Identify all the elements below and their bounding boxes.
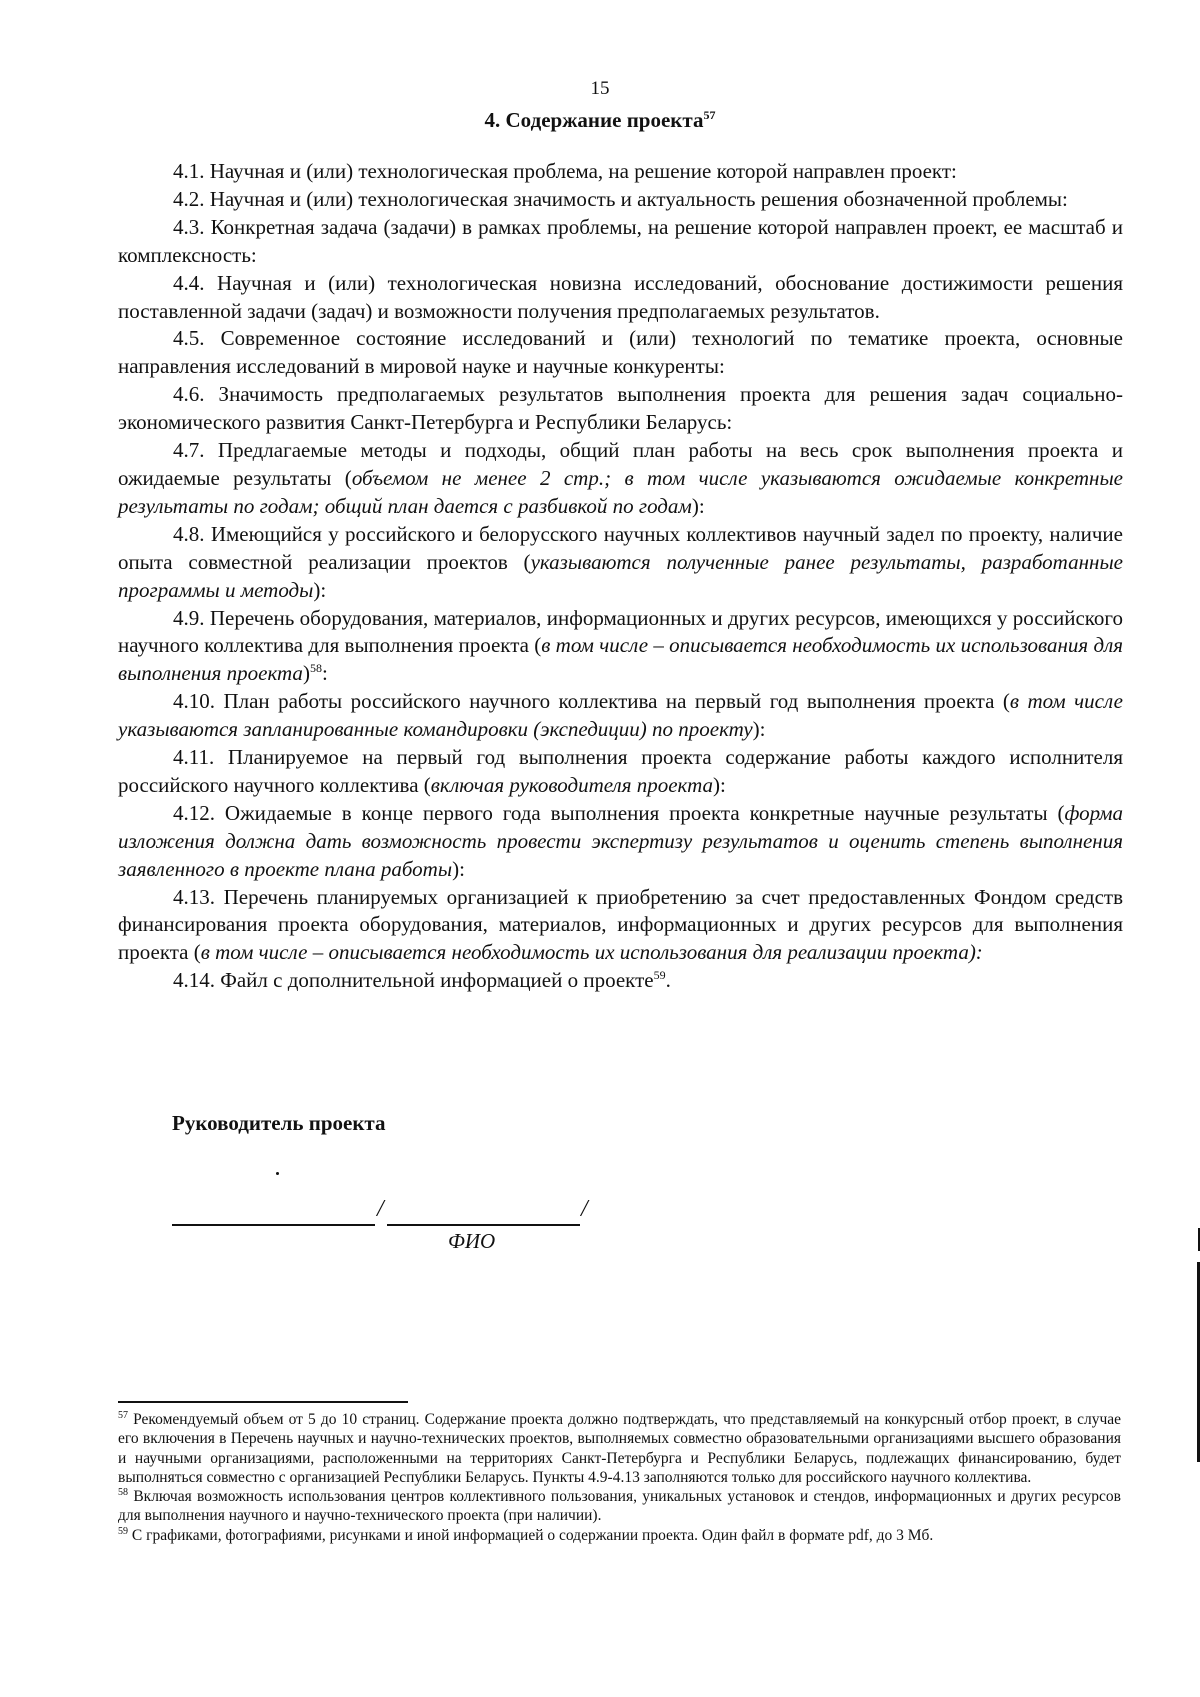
item-after: ):: [752, 717, 766, 742]
item-after: ):: [452, 856, 465, 881]
item-note: объемом не менее 2 стр.; в том числе указываются ожидаемые конкретные результаты по годам; общий план дается с разбивкой по годам: [118, 465, 1124, 518]
item-text: 4.2. Научная и (или) технологическая значимость и актуальность решения обозначенной проблемы:: [173, 186, 1068, 211]
item-4-14: [118, 967, 1123, 995]
item-4-5: [118, 325, 1123, 381]
section-title-text: 4. Содержание проекта: [484, 108, 704, 132]
fio-separator: /: [581, 1196, 588, 1222]
item-text: 4.9. Перечень оборудования, материалов, информационных и других ресурсов, имеющихся у российского научного коллектива для выполнения проекта (: [118, 605, 1123, 658]
item-tail: .: [665, 968, 671, 993]
item-4-9: [118, 605, 1123, 689]
item-4-7: [118, 437, 1123, 521]
item-text: 4.11. Планируемое на первый год выполнения проекта содержание работы каждого исполнителя российского научного коллектива (: [118, 745, 1123, 797]
item-after: ):: [313, 577, 327, 602]
item-text: 4.8. Имеющийся у российского и белорусского научных коллективов научный задел по проекту, наличие опыта совместной реализации проектов (: [118, 521, 1123, 574]
section-title: [0, 108, 1200, 133]
item-text: 4.4. Научная и (или) технологическая новизна исследований, обоснование достижимости решения поставленной задачи (задач) и возможности получения предполагаемых результатов.: [118, 270, 1123, 323]
item-4-8: [118, 521, 1123, 605]
item-after: ):: [691, 493, 705, 518]
footnote-text: Рекомендуемый объем от 5 до 10 страниц. Содержание проекта должно подтверждать, что представляемый на конкурсный отбор проект, в случае его включения в Перечень научных и научно-технических проектов, выполняемых совместно образовательными организациями высшего образования и научными организациями, расположенными на территориях Санкт-Петербурга и Республики Беларусь, подлежащих финансированию, будет выполняться совместно с организацией Республики Беларусь. Пункты 4.9-4.13 заполняются только для российского научного коллектива.: [118, 1411, 1122, 1486]
item-4-2: [118, 186, 1123, 214]
footnote-ref: 58: [309, 661, 322, 676]
footnote-59: [118, 1526, 1121, 1545]
item-4-12: [118, 800, 1123, 884]
item-text: 4.1. Научная и (или) технологическая проблема, на решение которой направлен проект:: [173, 159, 957, 183]
footnote-number: 59: [118, 1525, 128, 1537]
footnote-58: [118, 1487, 1121, 1526]
item-tail: :: [321, 661, 328, 686]
footnotes: [118, 1410, 1121, 1545]
item-4-3: [118, 214, 1123, 270]
item-text: 4.3. Конкретная задача (задачи) в рамках проблемы, на решение которой направлен проект, ее масштаб и комплексность:: [118, 214, 1123, 267]
signature-separator: /: [377, 1196, 384, 1222]
stray-dot: [276, 1172, 279, 1175]
item-note: указываются полученные ранее результаты, разработанные программы и методы: [118, 549, 1123, 602]
item-4-10: [118, 688, 1123, 744]
item-4-4: [118, 270, 1123, 326]
item-4-13: [118, 884, 1123, 968]
item-after: ):: [713, 772, 726, 797]
item-4-6: [118, 381, 1123, 437]
item-note: в том числе указываются запланированные командировки (экспедиции) по проекту: [118, 689, 1123, 742]
item-4-1: [118, 158, 1123, 186]
footnote-number: 58: [118, 1487, 128, 1499]
item-text: 4.13. Перечень планируемых организацией к приобретению за счет предоставленных Фондом средств финансирования проекта оборудования, материалов, информационных и других ресурсов для выполнения проекта (: [118, 884, 1123, 965]
item-text: 4.7. Предлагаемые методы и подходы, общий план работы на весь срок выполнения проекта и ожидаемые результаты (: [118, 438, 1123, 490]
footnote-57: [118, 1410, 1121, 1487]
footnote-ref: 59: [653, 968, 666, 983]
page-number: 15: [590, 78, 610, 99]
fio-label: ФИО: [448, 1229, 496, 1253]
footnote-text: Включая возможность использования центров коллективного пользования, уникальных установок и стендов, информационных и других ресурсов для выполнения научного и научно-технического проекта (при наличии).: [118, 1488, 1122, 1525]
item-note: форма изложения должна дать возможность провести экспертизу результатов и оценить степень выполнения заявленного в проекте плана работы: [118, 800, 1123, 881]
footnote-divider: [118, 1401, 408, 1403]
item-after: ): [302, 661, 310, 686]
item-note: включая руководителя проекта: [430, 772, 714, 797]
item-note: в том числе – описывается необходимость их использования для выполнения проекта: [118, 633, 1123, 686]
footnote-number: 57: [118, 1409, 128, 1421]
item-text: 4.14. Файл с дополнительной информацией о проекте: [173, 968, 654, 993]
item-text: 4.6. Значимость предполагаемых результатов выполнения проекта для решения задач социально-экономического развития Санкт-Петербурга и Республики Беларусь:: [118, 382, 1123, 435]
signature-title: Руководитель проекта: [172, 1111, 386, 1135]
fio-line: [387, 1224, 580, 1226]
item-text: 4.10. План работы российского научного коллектива на первый год выполнения проекта (: [173, 689, 1010, 714]
item-4-11: [118, 744, 1123, 800]
footnote-text: С графиками, фотографиями, рисунками и иной информацией о содержании проекта. Один файл в формате pdf, до 3 Мб.: [131, 1526, 934, 1544]
signature-line: [172, 1224, 375, 1226]
item-text: 4.12. Ожидаемые в конце первого года выполнения проекта конкретные научные результаты (: [173, 800, 1065, 825]
footnote-ref: 57: [703, 108, 716, 122]
item-note: в том числе – описывается необходимость их использования для реализации проекта):: [200, 940, 983, 965]
section-items: [118, 158, 1123, 995]
item-text: 4.5. Современное состояние исследований и (или) технологий по тематике проекта, основные направления исследований в мировой науке и научные конкуренты:: [118, 326, 1123, 379]
